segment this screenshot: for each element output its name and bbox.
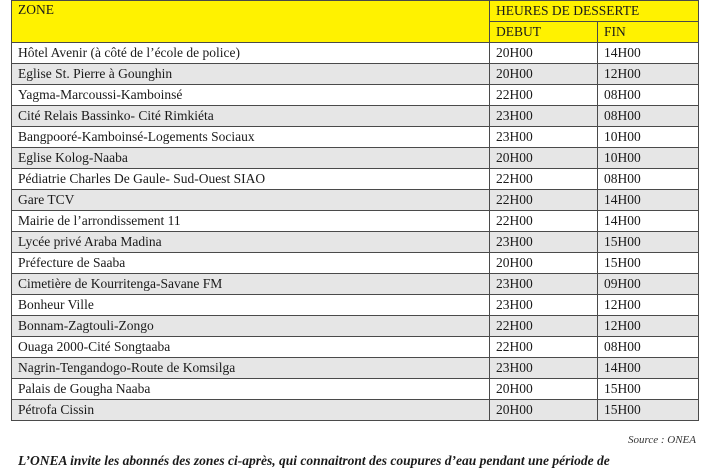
water-schedule-table (11, 0, 699, 421)
table-row (12, 64, 699, 85)
start-time-cell: 22H00 (490, 169, 598, 190)
table-row (12, 337, 699, 358)
start-time-cell: 20H00 (490, 148, 598, 169)
end-time-cell: 08H00 (598, 85, 699, 106)
start-time-cell: 22H00 (490, 337, 598, 358)
table-row (12, 358, 699, 379)
start-time-cell: 20H00 (490, 379, 598, 400)
zone-cell: Gare TCV (12, 190, 490, 211)
end-time-cell: 14H00 (598, 358, 699, 379)
zone-cell: Pétrofa Cissin (12, 400, 490, 421)
end-time-cell: 14H00 (598, 43, 699, 64)
start-time-cell: 23H00 (490, 295, 598, 316)
end-time-cell: 15H00 (598, 253, 699, 274)
end-time-cell: 09H00 (598, 274, 699, 295)
table-row (12, 274, 699, 295)
end-time-cell: 15H00 (598, 232, 699, 253)
start-time-cell: 22H00 (490, 211, 598, 232)
end-time-cell: 14H00 (598, 211, 699, 232)
start-time-cell: 23H00 (490, 232, 598, 253)
start-time-cell: 20H00 (490, 43, 598, 64)
end-time-cell: 15H00 (598, 379, 699, 400)
table-row (12, 379, 699, 400)
zone-cell: Yagma-Marcoussi-Kamboinsé (12, 85, 490, 106)
start-column-header: DEBUT (490, 22, 598, 43)
zone-cell: Nagrin-Tengandogo-Route de Komsilga (12, 358, 490, 379)
zone-cell: Lycée privé Araba Madina (12, 232, 490, 253)
start-time-cell: 23H00 (490, 127, 598, 148)
table-row (12, 253, 699, 274)
start-time-cell: 23H00 (490, 106, 598, 127)
end-time-cell: 12H00 (598, 316, 699, 337)
zone-cell: Cimetière de Kourritenga-Savane FM (12, 274, 490, 295)
start-time-cell: 22H00 (490, 316, 598, 337)
table-row (12, 169, 699, 190)
zone-cell: Eglise St. Pierre à Gounghin (12, 64, 490, 85)
start-time-cell: 20H00 (490, 253, 598, 274)
table-row (12, 316, 699, 337)
end-time-cell: 14H00 (598, 190, 699, 211)
zone-cell: Hôtel Avenir (à côté de l’école de police) (12, 43, 490, 64)
zone-cell: Eglise Kolog-Naaba (12, 148, 490, 169)
end-time-cell: 15H00 (598, 400, 699, 421)
start-time-cell: 22H00 (490, 85, 598, 106)
table-row (12, 400, 699, 421)
table-row (12, 127, 699, 148)
zone-cell: Palais de Gougha Naaba (12, 379, 490, 400)
zone-cell: Pédiatrie Charles De Gaule- Sud-Ouest SIAO (12, 169, 490, 190)
table-row (12, 106, 699, 127)
zone-cell: Mairie de l’arrondissement 11 (12, 211, 490, 232)
end-time-cell: 12H00 (598, 64, 699, 85)
end-time-cell: 08H00 (598, 169, 699, 190)
table-row (12, 232, 699, 253)
start-time-cell: 23H00 (490, 274, 598, 295)
end-time-cell: 12H00 (598, 295, 699, 316)
start-time-cell: 23H00 (490, 358, 598, 379)
table-body (12, 43, 699, 421)
table-row (12, 190, 699, 211)
table-row (12, 148, 699, 169)
zone-cell: Bangpooré-Kamboinsé-Logements Sociaux (12, 127, 490, 148)
zone-cell: Bonheur Ville (12, 295, 490, 316)
end-time-cell: 10H00 (598, 127, 699, 148)
zone-cell: Préfecture de Saaba (12, 253, 490, 274)
zone-cell: Cité Relais Bassinko- Cité Rimkiéta (12, 106, 490, 127)
table-row (12, 85, 699, 106)
notice-text: L’ONEA invite les abonnés des zones ci-après, qui connaitront des coupures d’eau pendant une période de (18, 453, 610, 468)
zone-column-header: ZONE (12, 1, 490, 43)
start-time-cell: 20H00 (490, 400, 598, 421)
source-credit: Source : ONEA (627, 434, 696, 446)
table-row (12, 43, 699, 64)
start-time-cell: 22H00 (490, 190, 598, 211)
end-time-cell: 08H00 (598, 337, 699, 358)
table-row (12, 295, 699, 316)
end-column-header: FIN (598, 22, 699, 43)
end-time-cell: 08H00 (598, 106, 699, 127)
zone-cell: Bonnam-Zagtouli-Zongo (12, 316, 490, 337)
end-time-cell: 10H00 (598, 148, 699, 169)
service-hours-header: HEURES DE DESSERTE (490, 1, 699, 22)
table-row (12, 211, 699, 232)
zone-cell: Ouaga 2000-Cité Songtaaba (12, 337, 490, 358)
start-time-cell: 20H00 (490, 64, 598, 85)
